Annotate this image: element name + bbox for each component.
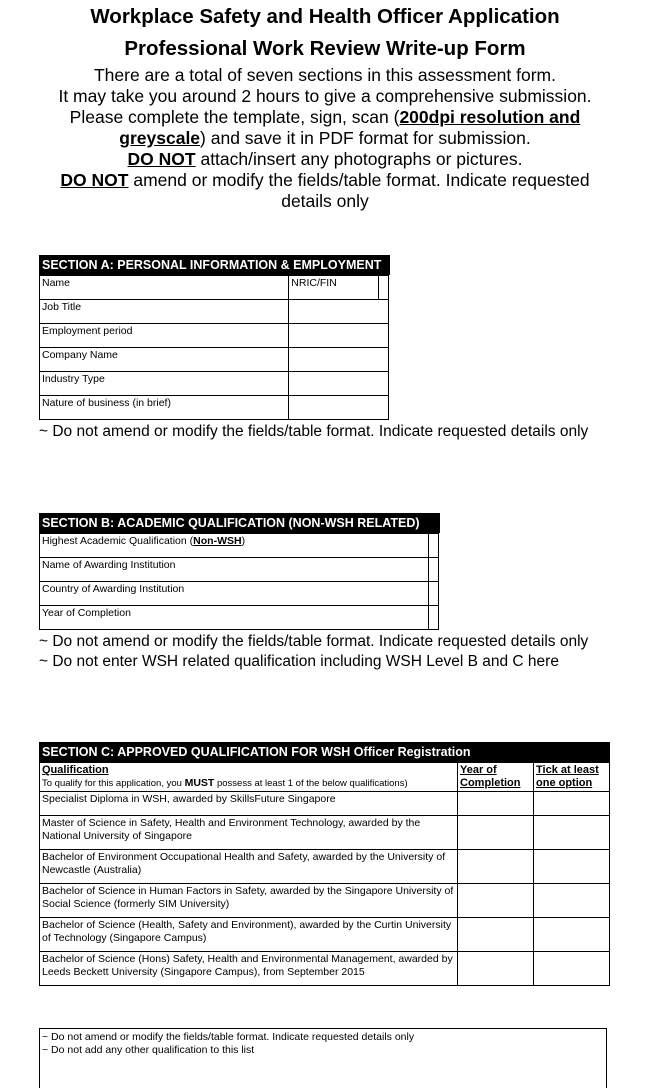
section-a (39, 255, 609, 442)
nature-of-business-field[interactable] (289, 396, 389, 420)
year-field[interactable] (458, 918, 534, 952)
table-row (40, 372, 389, 396)
qualification-option: Bachelor of Science (Health, Safety and Environment), awarded by the Curtin University of Technology (Singapore Campus) (40, 918, 458, 952)
qualification-option: Bachelor of Science (Hons) Safety, Health and Environmental Management, awarded by Leeds Beckett University (Singapore Campus), from September 2015 (40, 952, 458, 986)
row-label: Nature of business (in brief) (40, 396, 289, 420)
section-c-note-box: ~ Do not amend or modify the fields/table format. Indicate requested details only ~ Do not add any other qualification to this list (39, 1028, 607, 1088)
section-b-table (39, 533, 439, 630)
section-a-note: ~ Do not amend or modify the fields/table format. Indicate requested details only (39, 423, 589, 440)
row-label: Company Name (40, 348, 289, 372)
row-label: Employment period (40, 324, 289, 348)
row-label: Country of Awarding Institution (40, 582, 429, 606)
section-a-table (39, 275, 389, 420)
table-row (40, 850, 610, 884)
table-row (40, 792, 610, 816)
tick-column-header: Tick at least one option (534, 763, 610, 792)
intro-line2: It may take you around 2 hours to give a comprehensive submission. (58, 86, 592, 106)
resolution-requirement: 200dpi resolution and greyscale (119, 107, 581, 148)
employment-period-field[interactable] (289, 324, 389, 348)
tick-checkbox[interactable] (534, 816, 610, 850)
table-row (40, 396, 389, 420)
year-field[interactable] (458, 952, 534, 986)
table-row (40, 606, 439, 630)
section-a-header: SECTION A: PERSONAL INFORMATION & EMPLOYMENT (39, 255, 390, 275)
intro-line1: There are a total of seven sections in this assessment form. (93, 65, 556, 85)
industry-type-field[interactable] (289, 372, 389, 396)
form-title-line1: Workplace Safety and Health Officer Application (90, 5, 560, 28)
row-label: Industry Type (40, 372, 289, 396)
row-label: Name of Awarding Institution (40, 558, 429, 582)
year-of-completion-field[interactable] (428, 606, 438, 630)
qualification-column-header: Qualification To qualify for this application, you MUST possess at least 1 of the below qualifications) (40, 763, 458, 792)
table-row (40, 952, 610, 986)
section-c (39, 742, 610, 986)
year-field[interactable] (458, 792, 534, 816)
year-field[interactable] (458, 816, 534, 850)
qualification-option: Bachelor of Science in Human Factors in Safety, awarded by the Singapore University of Social Science (formerly SIM University) (40, 884, 458, 918)
section-b (39, 513, 609, 671)
intro-block (0, 65, 650, 212)
table-row (40, 276, 389, 300)
awarding-institution-field[interactable] (428, 558, 438, 582)
tick-checkbox[interactable] (534, 792, 610, 816)
institution-country-field[interactable] (428, 582, 438, 606)
tick-checkbox[interactable] (534, 952, 610, 986)
section-b-header: SECTION B: ACADEMIC QUALIFICATION (NON-WSH RELATED) (39, 513, 440, 533)
table-row (40, 324, 389, 348)
table-row (40, 558, 439, 582)
year-field[interactable] (458, 884, 534, 918)
name-label: Name (40, 276, 289, 300)
nric-field[interactable] (378, 276, 388, 300)
year-column-header: Year of Completion (458, 763, 534, 792)
tick-checkbox[interactable] (534, 884, 610, 918)
row-label: Highest Academic Qualification (Non-WSH) (40, 534, 429, 558)
year-field[interactable] (458, 850, 534, 884)
table-row (40, 884, 610, 918)
form-title-line2: Professional Work Review Write-up Form (124, 37, 526, 60)
section-c-table (39, 762, 610, 986)
qualification-option: Bachelor of Environment Occupational Health and Safety, awarded by the University of Newcastle (Australia) (40, 850, 458, 884)
row-label: Year of Completion (40, 606, 429, 630)
table-row (40, 348, 389, 372)
table-header-row (40, 763, 610, 792)
tick-checkbox[interactable] (534, 918, 610, 952)
tick-checkbox[interactable] (534, 850, 610, 884)
highest-qualification-field[interactable] (428, 534, 438, 558)
table-row (40, 534, 439, 558)
intro-line4: DO NOT attach/insert any photographs or pictures. (127, 149, 523, 169)
job-title-field[interactable] (289, 300, 389, 324)
row-label: Job Title (40, 300, 289, 324)
table-row (40, 300, 389, 324)
intro-line5: DO NOT amend or modify the fields/table format. Indicate requested details only (60, 170, 590, 211)
table-row (40, 582, 439, 606)
qualification-option: Master of Science in Safety, Health and Environment Technology, awarded by the National University of Singapore (40, 816, 458, 850)
intro-line3: Please complete the template, sign, scan (200dpi resolution and greyscale) and save it in PDF format for submission. (69, 107, 581, 148)
table-row (40, 918, 610, 952)
section-b-notes: ~ Do not amend or modify the fields/table format. Indicate requested details only ~ Do not enter WSH related qualification including WSH Level B and C here (39, 633, 589, 670)
section-c-header: SECTION C: APPROVED QUALIFICATION FOR WSH Officer Registration (39, 742, 610, 762)
company-name-field[interactable] (289, 348, 389, 372)
table-row (40, 816, 610, 850)
qualification-option: Specialist Diploma in WSH, awarded by SkillsFuture Singapore (40, 792, 458, 816)
nric-label: NRIC/FIN (289, 276, 378, 300)
